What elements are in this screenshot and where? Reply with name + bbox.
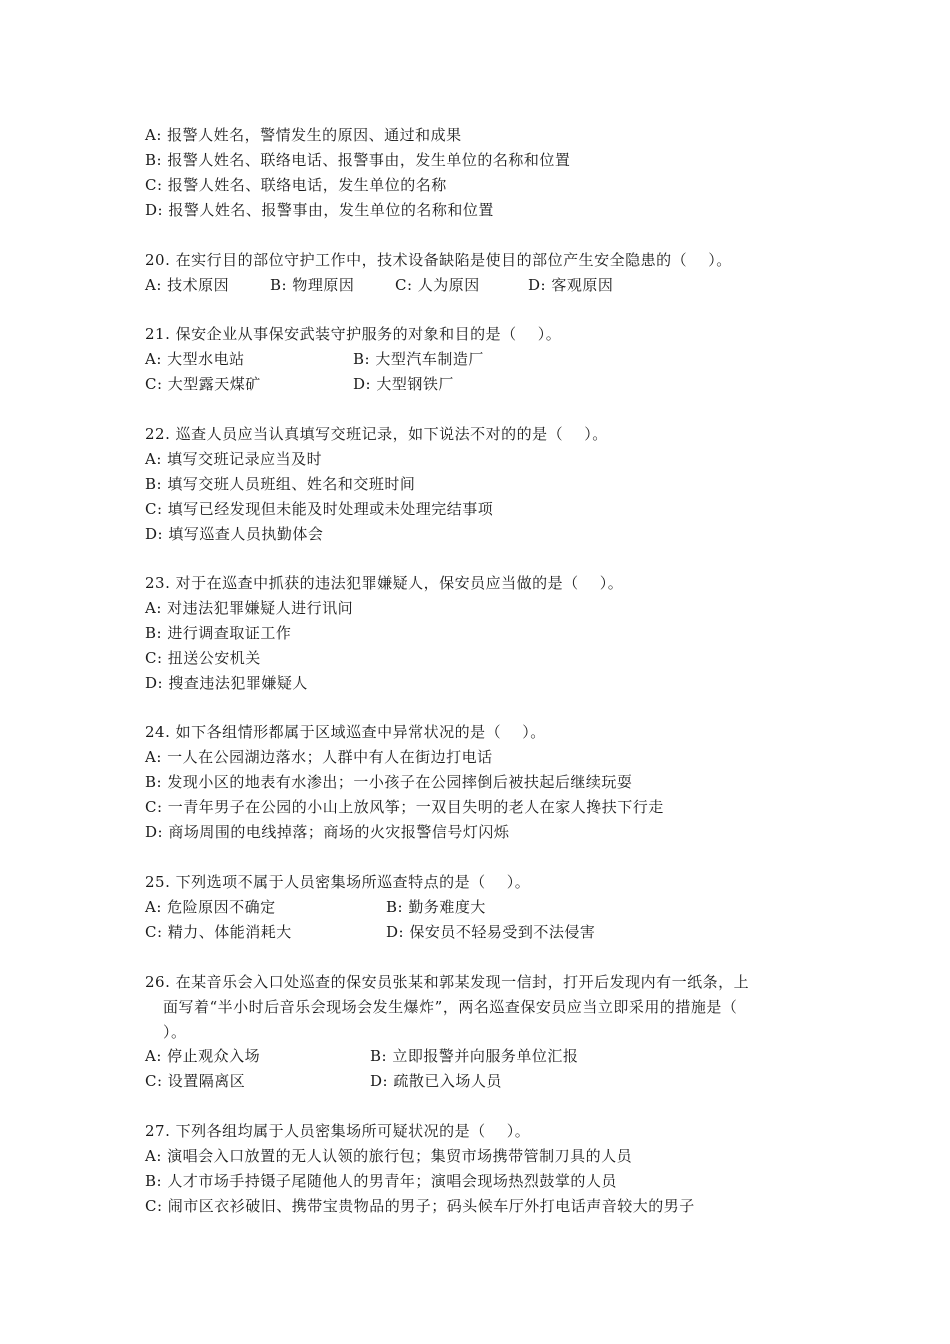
q26-stem-line3: ）。	[163, 1023, 187, 1041]
q25-option-a: A: 危险原因不确定	[145, 898, 276, 916]
q20-option-c: C: 人为原因	[395, 276, 480, 294]
q19-option-c: C: 报警人姓名、联络电话，发生单位的名称	[145, 176, 447, 194]
q27-option-c: C: 闹市区衣衫破旧、携带宝贵物品的男子；码头候车厅外打电话声音较大的男子	[145, 1197, 695, 1215]
q25-option-d: D: 保安员不轻易受到不法侵害	[386, 923, 596, 941]
q24-option-c: C: 一青年男子在公园的小山上放风筝；一双目失明的老人在家人搀扶下行走	[145, 798, 664, 816]
q23-option-d: D: 搜查违法犯罪嫌疑人	[145, 674, 308, 692]
q19-option-d: D: 报警人姓名、报警事由，发生单位的名称和位置	[145, 201, 494, 219]
q25-stem: 25. 下列选项不属于人员密集场所巡查特点的是（ ）。	[145, 873, 531, 891]
q23-option-b: B: 进行调查取证工作	[145, 624, 292, 642]
q23-option-a: A: 对违法犯罪嫌疑人进行讯问	[145, 599, 354, 617]
q21-stem: 21. 保安企业从事保安武装守护服务的对象和目的是（ ）。	[145, 325, 562, 343]
q21-option-b: B: 大型汽车制造厂	[353, 350, 484, 368]
q25-option-b: B: 勤务难度大	[386, 898, 486, 916]
q25-option-c: C: 精力、体能消耗大	[145, 923, 292, 941]
q26-option-c: C: 设置隔离区	[145, 1072, 246, 1090]
q20-stem: 20. 在实行目的部位守护工作中，技术设备缺陷是使目的部位产生安全隐患的（ ）。	[145, 251, 732, 269]
q20-option-d: D: 客观原因	[528, 276, 614, 294]
q24-stem: 24. 如下各组情形都属于区域巡查中异常状况的是（ ）。	[145, 723, 546, 741]
q23-stem: 23. 对于在巡查中抓获的违法犯罪嫌疑人，保安员应当做的是（ ）。	[145, 574, 624, 592]
q27-option-a: A: 演唱会入口放置的无人认领的旅行包；集贸市场携带管制刀具的人员	[145, 1147, 633, 1165]
q22-option-b: B: 填写交班人员班组、姓名和交班时间	[145, 475, 416, 493]
q21-option-d: D: 大型钢铁厂	[353, 375, 454, 393]
q27-option-b: B: 人才市场手持镊子尾随他人的男青年；演唱会现场热烈鼓掌的人员	[145, 1172, 617, 1190]
q23-option-c: C: 扭送公安机关	[145, 649, 261, 667]
q26-option-a: A: 停止观众入场	[145, 1047, 261, 1065]
q20-option-a: A: 技术原因	[145, 276, 230, 294]
q22-option-c: C: 填写已经发现但未能及时处理或未处理完结事项	[145, 500, 494, 518]
q26-stem-line2: 面写着“半小时后音乐会现场会发生爆炸”，两名巡查保安员应当立即采用的措施是（	[163, 998, 738, 1016]
q22-stem: 22. 巡查人员应当认真填写交班记录，如下说法不对的的是（ ）。	[145, 425, 608, 443]
q26-option-b: B: 立即报警并向服务单位汇报	[370, 1047, 579, 1065]
q22-option-d: D: 填写巡查人员执勤体会	[145, 525, 324, 543]
q26-option-d: D: 疏散已入场人员	[370, 1072, 502, 1090]
q24-option-a: A: 一人在公园湖边落水；人群中有人在街边打电话	[145, 748, 493, 766]
q20-option-b: B: 物理原因	[270, 276, 355, 294]
q22-option-a: A: 填写交班记录应当及时	[145, 450, 323, 468]
q21-option-c: C: 大型露天煤矿	[145, 375, 261, 393]
q19-option-a: A: 报警人姓名，警情发生的原因、通过和成果	[145, 126, 462, 144]
q24-option-d: D: 商场周围的电线掉落；商场的火灾报警信号灯闪烁	[145, 823, 510, 841]
q26-stem-line1: 26. 在某音乐会入口处巡查的保安员张某和郭某发现一信封，打开后发现内有一纸条，上	[145, 973, 750, 991]
q24-option-b: B: 发现小区的地表有水渗出；一小孩子在公园摔倒后被扶起后继续玩耍	[145, 773, 633, 791]
q19-option-b: B: 报警人姓名、联络电话、报警事由，发生单位的名称和位置	[145, 151, 571, 169]
q27-stem: 27. 下列各组均属于人员密集场所可疑状况的是（ ）。	[145, 1122, 531, 1140]
q21-option-a: A: 大型水电站	[145, 350, 245, 368]
